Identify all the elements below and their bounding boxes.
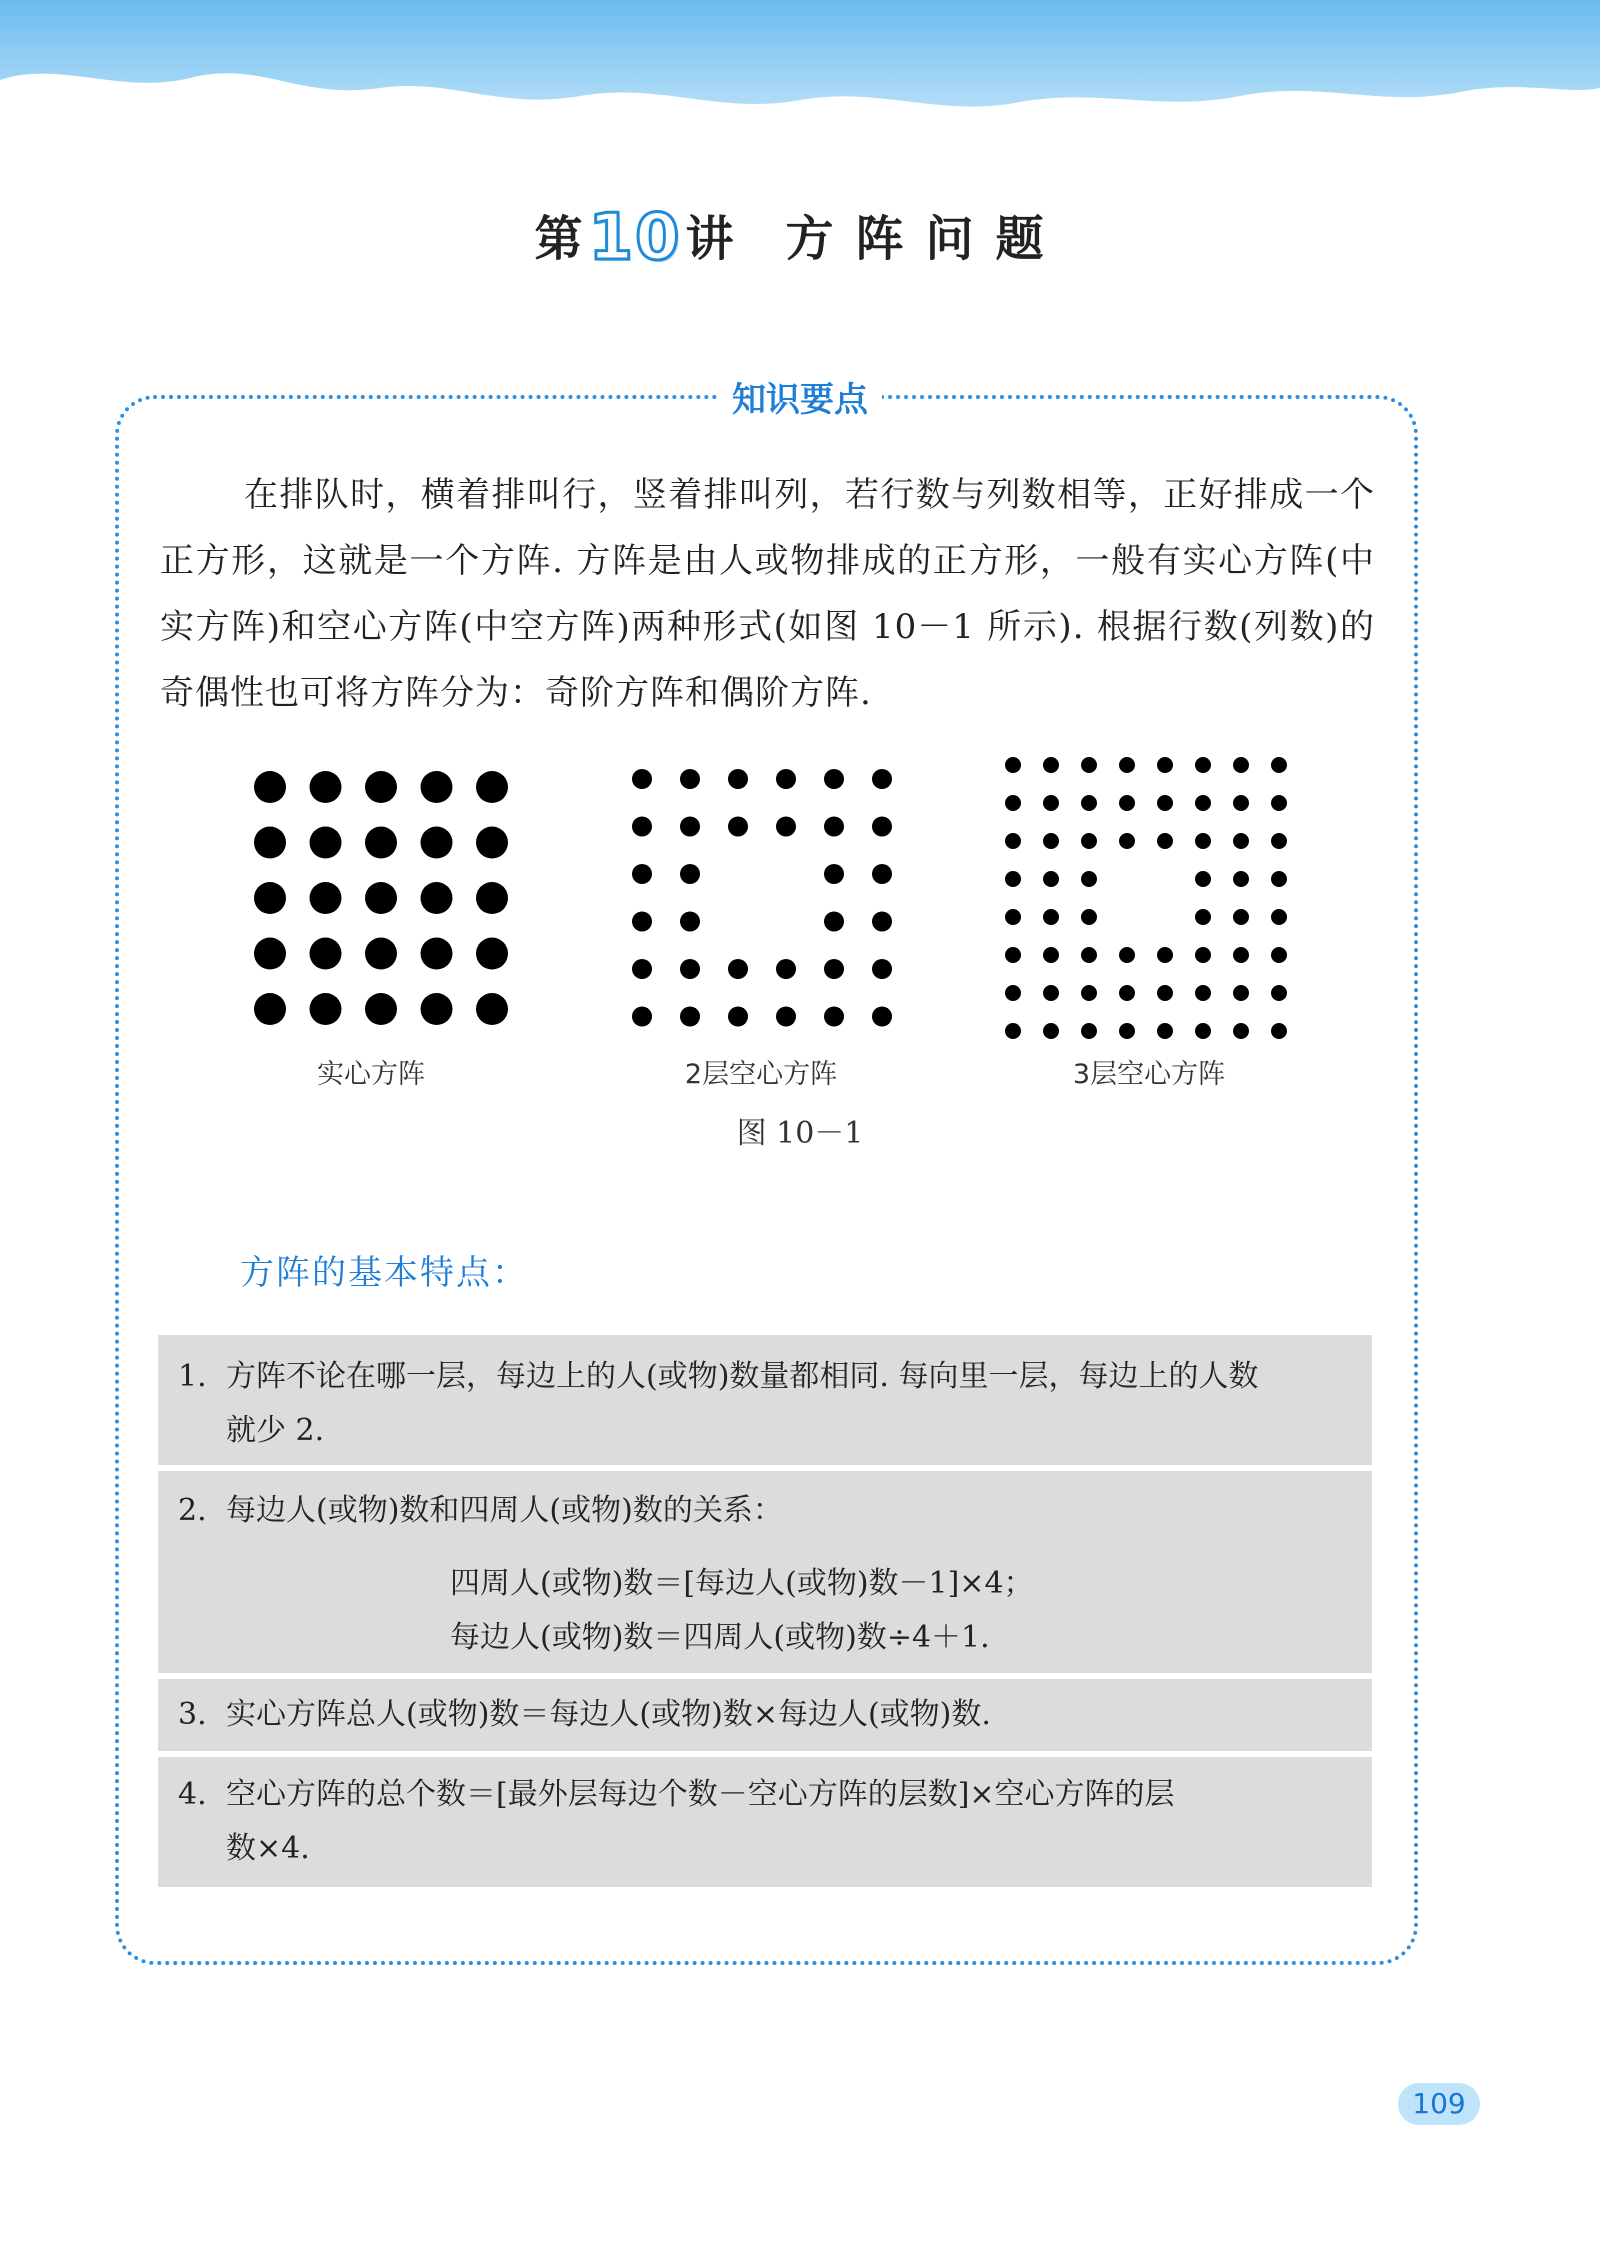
formula-perimeter: 四周人(或物)数＝[每边人(或物)数－1]×4； <box>450 1566 1034 1601</box>
feature-item-1: 1. 方阵不论在哪一层，每边上的人(或物)数量都相同. 每向里一层，每边上的人数 就少 2. <box>178 1359 1259 1448</box>
intro-paragraph: 在排队时，横着排叫行，竖着排叫列，若行数与列数相等，正好排成一个正方形，这就是一个方阵. 方阵是由人或物排成的正方形，一般有实心方阵(中实方阵)和空心方阵(中空方阵)两种形式(如图 10－1 所示). 根据行数(列数)的奇偶性也可将方阵分为：奇阶方阵和偶阶方阵. <box>160 475 1375 713</box>
features-heading: 方阵的基本特点： <box>240 1253 528 1293</box>
lecture-name: 方阵问题 <box>785 211 1066 267</box>
cloud-banner <box>0 0 1600 140</box>
feature-item-4: 4. 空心方阵的总个数＝[最外层每边个数－空心方阵的层数]×空心方阵的层 数×4. <box>178 1777 1175 1866</box>
section-heading: 知识要点 <box>0 372 1600 421</box>
feature-item-3: 3. 实心方阵总人(或物)数＝每边人(或物)数×每边人(或物)数. <box>178 1697 991 1732</box>
caption-solid: 实心方阵 <box>317 1059 425 1090</box>
lecture-number: 10 <box>588 201 682 275</box>
page-number: 109 <box>1398 2083 1480 2125</box>
page-title: 第10讲 方阵问题 <box>534 201 1066 275</box>
caption-hollow-2: 2层空心方阵 <box>684 1059 838 1090</box>
figure-label: 图 10－1 <box>736 1116 864 1151</box>
feature-item-2: 2. 每边人(或物)数和四周人(或物)数的关系： <box>178 1493 783 1528</box>
caption-hollow-3: 3层空心方阵 <box>1072 1059 1226 1090</box>
formula-side: 每边人(或物)数＝四周人(或物)数÷4＋1. <box>450 1620 990 1655</box>
